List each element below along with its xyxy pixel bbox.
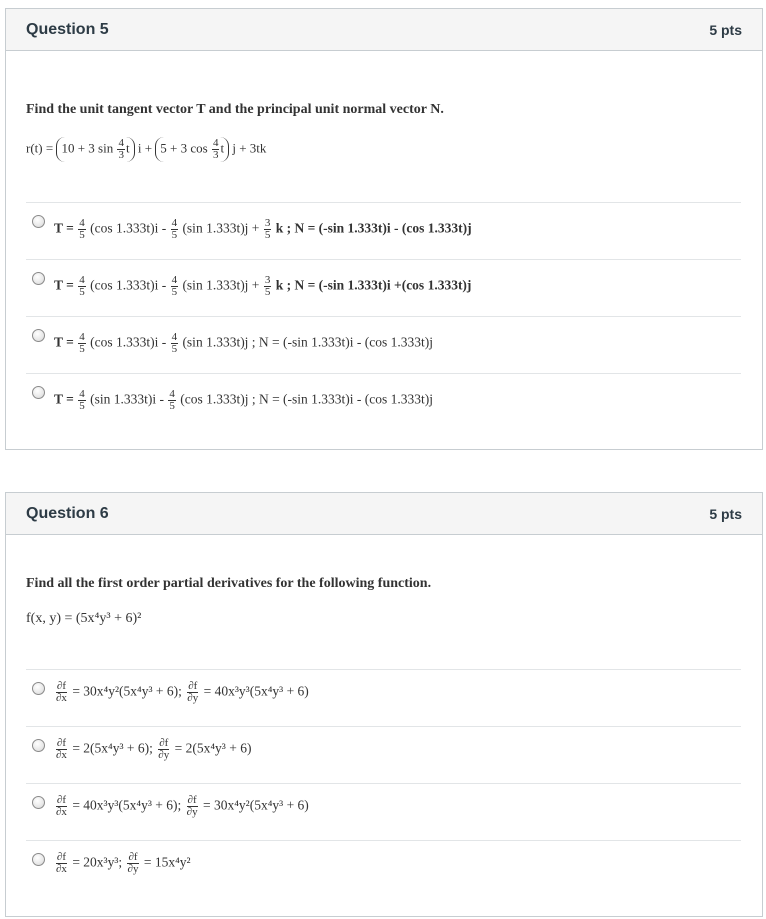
answer-option[interactable] [26, 373, 741, 430]
answer-part: = 40x³y³(5x⁴y³ + 6) [203, 683, 309, 699]
answer-label: T = [54, 220, 74, 236]
answer-label: T = [54, 277, 74, 293]
frac-den: 5 [171, 229, 178, 241]
frac-num: ∂f [128, 851, 138, 863]
answer-part: k ; N = (-sin 1.333t)i - (cos 1.333t)j [275, 220, 472, 236]
frac-num: ∂f [56, 851, 67, 863]
answer-list [26, 669, 741, 897]
frac-num: 4 [212, 137, 219, 149]
answer-option[interactable] [26, 669, 741, 726]
frac-den: ∂x [56, 863, 67, 875]
frac-den: 5 [264, 229, 271, 241]
question-header [6, 9, 762, 51]
answer-option[interactable] [26, 202, 741, 259]
question-formula: f(x, y) = (5x⁴y³ + 6)² [26, 611, 142, 626]
answer-radio[interactable] [32, 796, 45, 809]
answer-text [54, 218, 472, 241]
answer-part: = 30x⁴y²(5x⁴y³ + 6) [202, 797, 309, 813]
answer-text [54, 738, 251, 761]
answer-list [26, 202, 741, 430]
answer-part: = 2(5x⁴y³ + 6); [72, 740, 153, 756]
frac-den: 5 [79, 286, 85, 298]
frac-den: 3 [212, 149, 219, 161]
frac-den: 5 [79, 343, 85, 355]
answer-text [54, 852, 191, 875]
answer-text [54, 275, 471, 298]
frac-num: ∂f [56, 794, 67, 806]
answer-frac [168, 389, 176, 412]
question-points: 5 pts [709, 506, 742, 522]
frac-num: 3 [264, 274, 271, 286]
frac-den: ∂y [187, 692, 199, 704]
question-prompt: Find all the first order partial derivatives for the following function. [26, 576, 432, 591]
partial-fy [157, 738, 170, 761]
frac-den: ∂x [56, 692, 67, 704]
answer-radio[interactable] [32, 739, 45, 752]
frac-den: ∂y [127, 863, 139, 875]
answer-text [54, 681, 309, 704]
formula-frac-1 [117, 138, 125, 161]
formula-paren-1 [56, 137, 134, 162]
answer-text [54, 389, 433, 412]
answer-part: (sin 1.333t)j + [182, 277, 260, 293]
answer-part: (cos 1.333t)i - [90, 220, 167, 236]
frac-den: ∂x [56, 806, 67, 818]
formula-term2: 5 + 3 cos [160, 140, 208, 156]
question-points: 5 pts [709, 22, 742, 38]
frac-den: ∂y [158, 749, 170, 761]
frac-num: 4 [171, 274, 178, 286]
frac-num: 4 [79, 274, 85, 286]
formula-t: t [125, 140, 130, 156]
answer-part: (sin 1.333t)i - [90, 391, 164, 407]
answer-frac [171, 218, 179, 241]
answer-part: (sin 1.333t)j ; N = (-sin 1.333t)i - (cos 1.333t)j [182, 334, 434, 350]
question-5-card [5, 8, 763, 450]
formula-paren-2 [155, 137, 229, 162]
partial-fx [55, 852, 68, 875]
frac-num: ∂f [159, 737, 169, 749]
answer-radio[interactable] [32, 386, 45, 399]
question-title: Question 5 [26, 21, 109, 38]
answer-part: (sin 1.333t)j + [182, 220, 260, 236]
frac-den: 3 [118, 149, 124, 161]
question-prompt: Find the unit tangent vector T and the principal unit normal vector N. [26, 102, 444, 117]
formula-j: j + 3tk [232, 140, 267, 156]
partial-fx [55, 738, 68, 761]
answer-option[interactable] [26, 259, 741, 316]
frac-num: 4 [79, 331, 85, 343]
frac-num: ∂f [188, 680, 198, 692]
answer-option[interactable] [26, 726, 741, 783]
partial-fy [186, 681, 199, 704]
answer-part: = 20x³y³; [72, 854, 123, 870]
answer-frac [78, 275, 86, 298]
answer-radio[interactable] [32, 215, 45, 228]
frac-num: 4 [79, 217, 85, 229]
frac-num: ∂f [56, 680, 67, 692]
frac-num: ∂f [56, 737, 67, 749]
answer-part: k ; N = (-sin 1.333t)i +(cos 1.333t)j [275, 277, 472, 293]
answer-part: (cos 1.333t)i - [90, 277, 167, 293]
answer-frac [264, 218, 272, 241]
frac-num: 4 [171, 331, 178, 343]
partial-fx [55, 795, 68, 818]
frac-den: 5 [264, 286, 271, 298]
formula-lhs: r(t) = [26, 140, 54, 156]
frac-den: 5 [171, 286, 178, 298]
answer-part: = 40x³y³(5x⁴y³ + 6); [72, 797, 182, 813]
frac-den: ∂y [186, 806, 198, 818]
frac-den: 5 [79, 229, 85, 241]
answer-option[interactable] [26, 783, 741, 840]
frac-num: 4 [118, 137, 124, 149]
formula-i: i + [137, 140, 153, 156]
answer-text [54, 332, 433, 355]
question-title: Question 6 [26, 505, 109, 522]
partial-fy [186, 795, 199, 818]
answer-frac [264, 275, 272, 298]
answer-part: = 30x⁴y²(5x⁴y³ + 6); [72, 683, 182, 699]
answer-radio[interactable] [32, 682, 45, 695]
question-header [6, 493, 762, 535]
answer-frac [78, 332, 86, 355]
partial-fy [127, 852, 140, 875]
answer-part: (cos 1.333t)i - [90, 334, 167, 350]
frac-den: 5 [171, 343, 178, 355]
answer-label: T = [54, 391, 74, 407]
frac-den: ∂x [56, 749, 67, 761]
answer-frac [78, 389, 86, 412]
frac-num: 4 [171, 217, 178, 229]
answer-part: = 15x⁴y² [143, 854, 191, 870]
answer-frac [171, 275, 179, 298]
answer-radio[interactable] [32, 272, 45, 285]
answer-text [54, 795, 309, 818]
frac-den: 5 [169, 400, 175, 412]
frac-num: ∂f [187, 794, 197, 806]
answer-frac [171, 332, 179, 355]
answer-frac [78, 218, 86, 241]
answer-part: (cos 1.333t)j ; N = (-sin 1.333t)i - (cos 1.333t)j [180, 391, 434, 407]
answer-part: = 2(5x⁴y³ + 6) [174, 740, 252, 756]
answer-label: T = [54, 334, 74, 350]
frac-num: 4 [169, 388, 175, 400]
answer-radio[interactable] [32, 329, 45, 342]
answer-option[interactable] [26, 316, 741, 373]
frac-num: 4 [79, 388, 85, 400]
frac-num: 3 [264, 217, 271, 229]
question-6-card [5, 492, 763, 917]
answer-radio[interactable] [32, 853, 45, 866]
formula-t: t [220, 140, 225, 156]
formula-term1: 10 + 3 sin [61, 140, 114, 156]
formula-frac-2 [212, 138, 220, 161]
question-formula [26, 137, 266, 162]
partial-fx [55, 681, 68, 704]
frac-den: 5 [79, 400, 85, 412]
answer-option[interactable] [26, 840, 741, 897]
